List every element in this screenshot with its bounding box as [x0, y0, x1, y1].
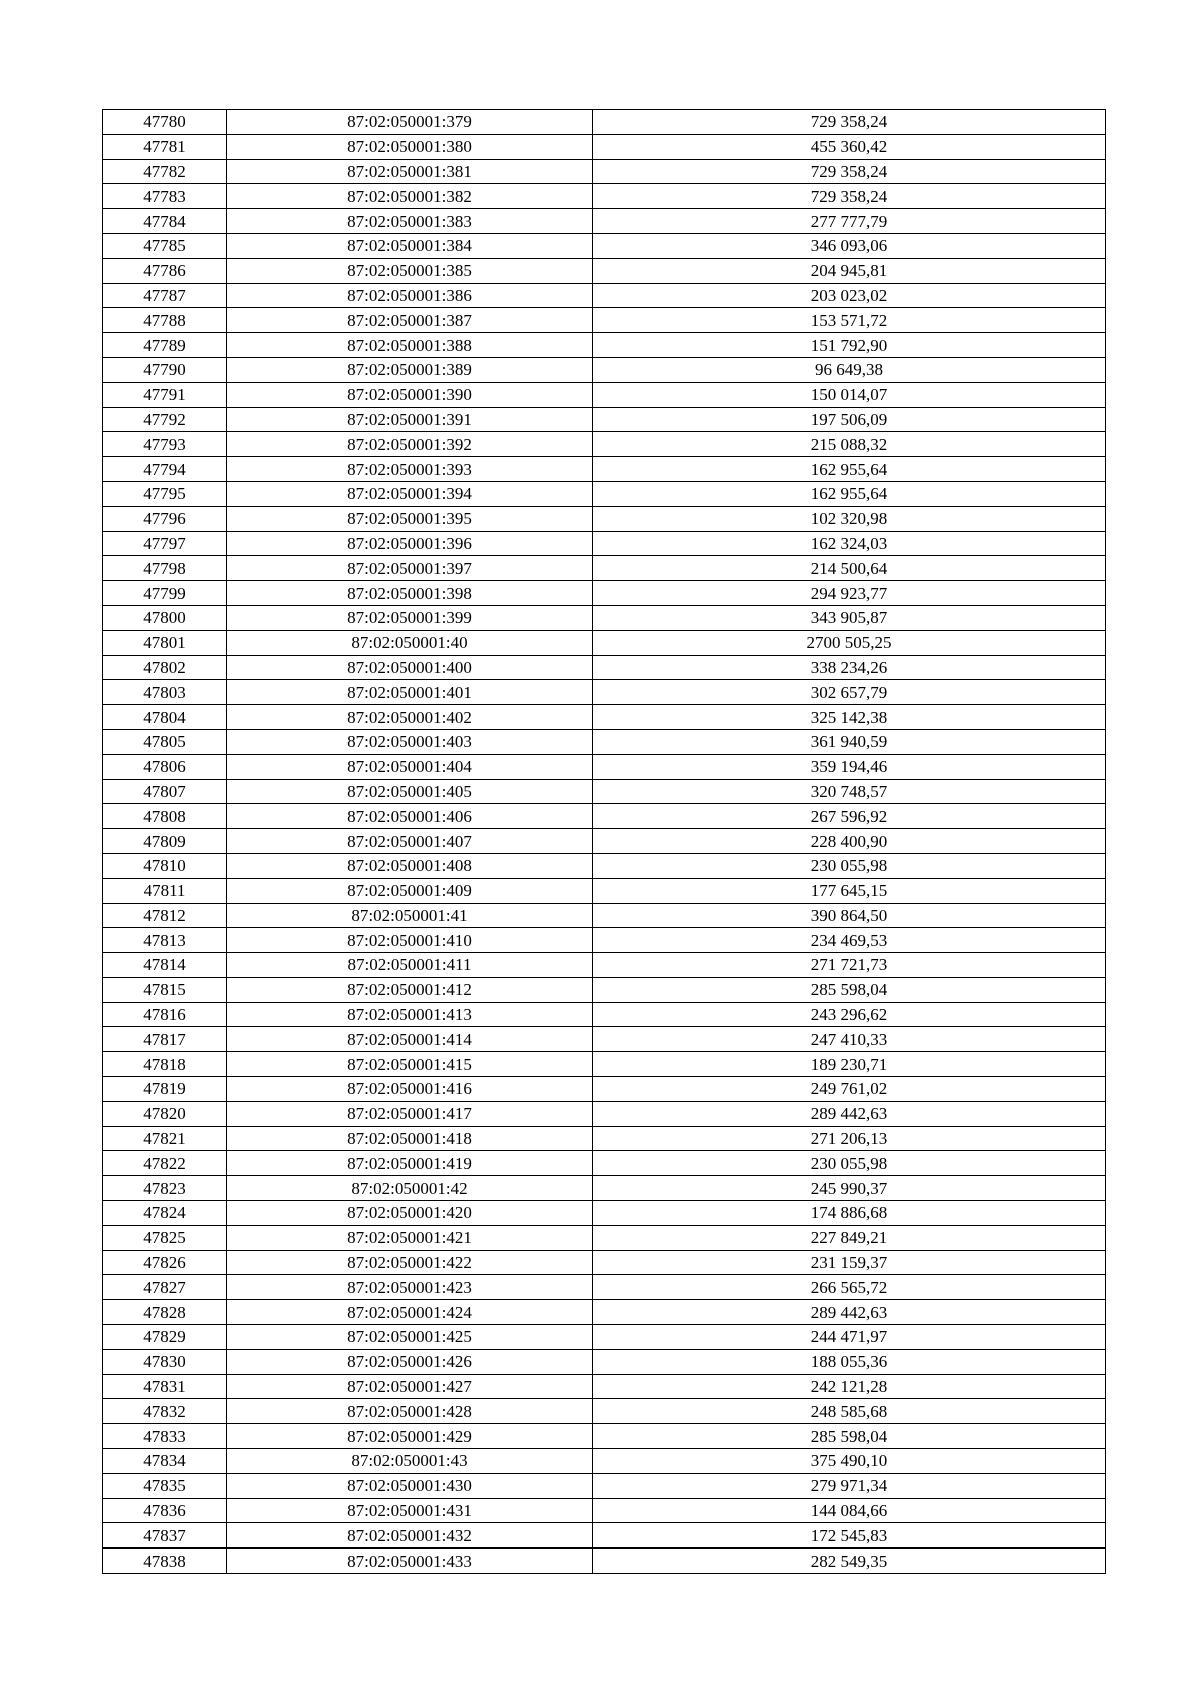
row-number-cell: 47805 — [103, 729, 227, 754]
cadastral-number-cell: 87:02:050001:411 — [227, 953, 593, 978]
row-number-cell: 47817 — [103, 1027, 227, 1052]
cadastral-number-cell: 87:02:050001:386 — [227, 283, 593, 308]
cadastral-number-cell: 87:02:050001:399 — [227, 605, 593, 630]
row-number-cell: 47795 — [103, 481, 227, 506]
table-row — [103, 258, 1106, 283]
row-number-cell: 47810 — [103, 853, 227, 878]
cadastral-value-cell: 230 055,98 — [593, 1151, 1106, 1176]
table-row — [103, 1275, 1106, 1300]
row-number-cell: 47829 — [103, 1325, 227, 1350]
cadastral-value-cell: 249 761,02 — [593, 1077, 1106, 1102]
cadastral-number-cell: 87:02:050001:397 — [227, 556, 593, 581]
cadastral-value-cell: 245 990,37 — [593, 1176, 1106, 1201]
row-number-cell: 47789 — [103, 333, 227, 358]
row-number-cell: 47814 — [103, 953, 227, 978]
table-row — [103, 1374, 1106, 1399]
row-number-cell: 47836 — [103, 1498, 227, 1523]
table-row — [103, 283, 1106, 308]
table-row — [103, 1473, 1106, 1498]
table-row — [103, 1424, 1106, 1449]
cadastral-number-cell: 87:02:050001:391 — [227, 407, 593, 432]
row-number-cell: 47812 — [103, 903, 227, 928]
row-number-cell: 47834 — [103, 1449, 227, 1474]
cadastral-number-cell: 87:02:050001:396 — [227, 531, 593, 556]
cadastral-number-cell: 87:02:050001:403 — [227, 729, 593, 754]
cadastral-number-cell: 87:02:050001:432 — [227, 1523, 593, 1548]
row-number-cell: 47832 — [103, 1399, 227, 1424]
cadastral-value-cell: 177 645,15 — [593, 878, 1106, 903]
row-number-cell: 47808 — [103, 804, 227, 829]
row-number-cell: 47787 — [103, 283, 227, 308]
table-row — [103, 605, 1106, 630]
table-row — [103, 1002, 1106, 1027]
table-row — [103, 531, 1106, 556]
table-row — [103, 630, 1106, 655]
cadastral-value-cell: 325 142,38 — [593, 705, 1106, 730]
row-number-cell: 47794 — [103, 457, 227, 482]
cadastral-value-cell: 359 194,46 — [593, 754, 1106, 779]
row-number-cell: 47813 — [103, 928, 227, 953]
row-number-cell: 47796 — [103, 506, 227, 531]
cadastral-number-cell: 87:02:050001:425 — [227, 1325, 593, 1350]
row-number-cell: 47837 — [103, 1523, 227, 1548]
table-row — [103, 779, 1106, 804]
cadastral-value-cell: 267 596,92 — [593, 804, 1106, 829]
cadastral-value-cell: 242 121,28 — [593, 1374, 1106, 1399]
cadastral-number-cell: 87:02:050001:421 — [227, 1225, 593, 1250]
row-number-cell: 47781 — [103, 134, 227, 159]
table-row — [103, 1349, 1106, 1374]
table-row — [103, 1325, 1106, 1350]
row-number-cell: 47803 — [103, 680, 227, 705]
table-row — [103, 729, 1106, 754]
cadastral-number-cell: 87:02:050001:402 — [227, 705, 593, 730]
cadastral-value-cell: 346 093,06 — [593, 233, 1106, 258]
cadastral-value-cell: 227 849,21 — [593, 1225, 1106, 1250]
table-row — [103, 1250, 1106, 1275]
cadastral-number-cell: 87:02:050001:400 — [227, 655, 593, 680]
cadastral-number-cell: 87:02:050001:430 — [227, 1473, 593, 1498]
cadastral-value-cell: 282 549,35 — [593, 1548, 1106, 1573]
cadastral-number-cell: 87:02:050001:392 — [227, 432, 593, 457]
cadastral-number-cell: 87:02:050001:424 — [227, 1300, 593, 1325]
row-number-cell: 47801 — [103, 630, 227, 655]
table-body — [103, 110, 1106, 1574]
table-row — [103, 829, 1106, 854]
table-row — [103, 928, 1106, 953]
table-row — [103, 1126, 1106, 1151]
cadastral-number-cell: 87:02:050001:385 — [227, 258, 593, 283]
cadastral-value-cell: 144 084,66 — [593, 1498, 1106, 1523]
cadastral-value-cell: 230 055,98 — [593, 853, 1106, 878]
table-row — [103, 209, 1106, 234]
cadastral-number-cell: 87:02:050001:381 — [227, 159, 593, 184]
cadastral-number-cell: 87:02:050001:390 — [227, 382, 593, 407]
table-row — [103, 903, 1106, 928]
cadastral-value-cell: 162 324,03 — [593, 531, 1106, 556]
row-number-cell: 47824 — [103, 1201, 227, 1226]
cadastral-value-cell: 271 206,13 — [593, 1126, 1106, 1151]
cadastral-value-cell: 279 971,34 — [593, 1473, 1106, 1498]
table-row — [103, 1077, 1106, 1102]
table-row — [103, 308, 1106, 333]
cadastral-number-cell: 87:02:050001:406 — [227, 804, 593, 829]
row-number-cell: 47821 — [103, 1126, 227, 1151]
cadastral-value-cell: 188 055,36 — [593, 1349, 1106, 1374]
cadastral-number-cell: 87:02:050001:423 — [227, 1275, 593, 1300]
row-number-cell: 47785 — [103, 233, 227, 258]
table-row — [103, 853, 1106, 878]
table-row — [103, 184, 1106, 209]
table-row — [103, 110, 1106, 135]
cadastral-value-cell: 285 598,04 — [593, 977, 1106, 1002]
cadastral-value-cell: 375 490,10 — [593, 1449, 1106, 1474]
cadastral-value-cell: 214 500,64 — [593, 556, 1106, 581]
row-number-cell: 47804 — [103, 705, 227, 730]
table-row — [103, 705, 1106, 730]
row-number-cell: 47838 — [103, 1548, 227, 1573]
table-row — [103, 680, 1106, 705]
row-number-cell: 47780 — [103, 110, 227, 135]
cadastral-number-cell: 87:02:050001:389 — [227, 357, 593, 382]
row-number-cell: 47820 — [103, 1101, 227, 1126]
row-number-cell: 47783 — [103, 184, 227, 209]
row-number-cell: 47806 — [103, 754, 227, 779]
cadastral-number-cell: 87:02:050001:382 — [227, 184, 593, 209]
cadastral-number-cell: 87:02:050001:414 — [227, 1027, 593, 1052]
cadastral-value-cell: 343 905,87 — [593, 605, 1106, 630]
cadastral-number-cell: 87:02:050001:394 — [227, 481, 593, 506]
cadastral-number-cell: 87:02:050001:395 — [227, 506, 593, 531]
cadastral-number-cell: 87:02:050001:43 — [227, 1449, 593, 1474]
cadastral-number-cell: 87:02:050001:408 — [227, 853, 593, 878]
table-row — [103, 457, 1106, 482]
table-row — [103, 382, 1106, 407]
table-row — [103, 233, 1106, 258]
cadastral-value-cell: 361 940,59 — [593, 729, 1106, 754]
cadastral-number-cell: 87:02:050001:380 — [227, 134, 593, 159]
cadastral-number-cell: 87:02:050001:420 — [227, 1201, 593, 1226]
cadastral-number-cell: 87:02:050001:384 — [227, 233, 593, 258]
cadastral-number-cell: 87:02:050001:40 — [227, 630, 593, 655]
row-number-cell: 47833 — [103, 1424, 227, 1449]
row-number-cell: 47835 — [103, 1473, 227, 1498]
table-row — [103, 1201, 1106, 1226]
row-number-cell: 47798 — [103, 556, 227, 581]
cadastral-number-cell: 87:02:050001:413 — [227, 1002, 593, 1027]
table-row — [103, 159, 1106, 184]
cadastral-number-cell: 87:02:050001:419 — [227, 1151, 593, 1176]
cadastral-number-cell: 87:02:050001:383 — [227, 209, 593, 234]
cadastral-number-cell: 87:02:050001:405 — [227, 779, 593, 804]
row-number-cell: 47784 — [103, 209, 227, 234]
row-number-cell: 47790 — [103, 357, 227, 382]
cadastral-number-cell: 87:02:050001:388 — [227, 333, 593, 358]
row-number-cell: 47828 — [103, 1300, 227, 1325]
cadastral-number-cell: 87:02:050001:398 — [227, 581, 593, 606]
cadastral-value-cell: 289 442,63 — [593, 1300, 1106, 1325]
cadastral-value-cell: 203 023,02 — [593, 283, 1106, 308]
cadastral-value-cell: 96 649,38 — [593, 357, 1106, 382]
row-number-cell: 47826 — [103, 1250, 227, 1275]
cadastral-value-cell: 2700 505,25 — [593, 630, 1106, 655]
cadastral-value-cell: 455 360,42 — [593, 134, 1106, 159]
cadastral-value-cell: 266 565,72 — [593, 1275, 1106, 1300]
table-row — [103, 1300, 1106, 1325]
cadastral-number-cell: 87:02:050001:410 — [227, 928, 593, 953]
cadastral-value-cell: 729 358,24 — [593, 159, 1106, 184]
cadastral-number-cell: 87:02:050001:409 — [227, 878, 593, 903]
cadastral-value-cell: 294 923,77 — [593, 581, 1106, 606]
table-row — [103, 1548, 1106, 1573]
table-row — [103, 357, 1106, 382]
cadastral-number-cell: 87:02:050001:404 — [227, 754, 593, 779]
table-row — [103, 1151, 1106, 1176]
table-row — [103, 134, 1106, 159]
cadastral-value-cell: 729 358,24 — [593, 184, 1106, 209]
row-number-cell: 47800 — [103, 605, 227, 630]
cadastral-value-cell: 150 014,07 — [593, 382, 1106, 407]
cadastral-number-cell: 87:02:050001:401 — [227, 680, 593, 705]
cadastral-number-cell: 87:02:050001:416 — [227, 1077, 593, 1102]
cadastral-value-cell: 162 955,64 — [593, 457, 1106, 482]
cadastral-value-cell: 302 657,79 — [593, 680, 1106, 705]
table-row — [103, 878, 1106, 903]
row-number-cell: 47797 — [103, 531, 227, 556]
table-row — [103, 1449, 1106, 1474]
table-row — [103, 506, 1106, 531]
table-row — [103, 754, 1106, 779]
table-row — [103, 1399, 1106, 1424]
cadastral-number-cell: 87:02:050001:417 — [227, 1101, 593, 1126]
row-number-cell: 47788 — [103, 308, 227, 333]
cadastral-number-cell: 87:02:050001:407 — [227, 829, 593, 854]
table-row — [103, 333, 1106, 358]
table-row — [103, 1101, 1106, 1126]
row-number-cell: 47816 — [103, 1002, 227, 1027]
cadastral-number-cell: 87:02:050001:42 — [227, 1176, 593, 1201]
table-row — [103, 1523, 1106, 1548]
cadastral-number-cell: 87:02:050001:428 — [227, 1399, 593, 1424]
cadastral-value-cell: 231 159,37 — [593, 1250, 1106, 1275]
cadastral-value-cell: 243 296,62 — [593, 1002, 1106, 1027]
cadastral-number-cell: 87:02:050001:415 — [227, 1052, 593, 1077]
cadastral-value-cell: 289 442,63 — [593, 1101, 1106, 1126]
table-row — [103, 581, 1106, 606]
row-number-cell: 47815 — [103, 977, 227, 1002]
row-number-cell: 47799 — [103, 581, 227, 606]
row-number-cell: 47831 — [103, 1374, 227, 1399]
table-row — [103, 481, 1106, 506]
row-number-cell: 47823 — [103, 1176, 227, 1201]
table-row — [103, 1225, 1106, 1250]
cadastral-value-cell: 204 945,81 — [593, 258, 1106, 283]
cadastral-number-cell: 87:02:050001:379 — [227, 110, 593, 135]
table-row — [103, 1498, 1106, 1523]
cadastral-value-cell: 189 230,71 — [593, 1052, 1106, 1077]
cadastral-value-cell: 338 234,26 — [593, 655, 1106, 680]
row-number-cell: 47811 — [103, 878, 227, 903]
row-number-cell: 47825 — [103, 1225, 227, 1250]
cadastral-value-cell: 271 721,73 — [593, 953, 1106, 978]
cadastral-value-cell: 247 410,33 — [593, 1027, 1106, 1052]
row-number-cell: 47786 — [103, 258, 227, 283]
cadastral-number-cell: 87:02:050001:427 — [227, 1374, 593, 1399]
cadastral-number-cell: 87:02:050001:426 — [227, 1349, 593, 1374]
cadastral-value-cell: 244 471,97 — [593, 1325, 1106, 1350]
cadastral-value-cell: 174 886,68 — [593, 1201, 1106, 1226]
cadastral-number-cell: 87:02:050001:422 — [227, 1250, 593, 1275]
row-number-cell: 47819 — [103, 1077, 227, 1102]
cadastral-number-cell: 87:02:050001:412 — [227, 977, 593, 1002]
row-number-cell: 47793 — [103, 432, 227, 457]
row-number-cell: 47791 — [103, 382, 227, 407]
cadastral-number-cell: 87:02:050001:418 — [227, 1126, 593, 1151]
table-row — [103, 977, 1106, 1002]
cadastral-value-cell: 234 469,53 — [593, 928, 1106, 953]
cadastral-value-cell: 172 545,83 — [593, 1523, 1106, 1548]
cadastral-value-cell: 215 088,32 — [593, 432, 1106, 457]
table-row — [103, 1027, 1106, 1052]
cadastral-value-cell: 320 748,57 — [593, 779, 1106, 804]
cadastral-number-cell: 87:02:050001:433 — [227, 1548, 593, 1573]
row-number-cell: 47782 — [103, 159, 227, 184]
cadastral-value-cell: 277 777,79 — [593, 209, 1106, 234]
cadastral-value-cell: 729 358,24 — [593, 110, 1106, 135]
row-number-cell: 47830 — [103, 1349, 227, 1374]
cadastral-value-table — [102, 109, 1106, 1574]
table-row — [103, 655, 1106, 680]
cadastral-number-cell: 87:02:050001:387 — [227, 308, 593, 333]
table-row — [103, 407, 1106, 432]
table-row — [103, 804, 1106, 829]
cadastral-number-cell: 87:02:050001:41 — [227, 903, 593, 928]
cadastral-value-cell: 248 585,68 — [593, 1399, 1106, 1424]
table-row — [103, 556, 1106, 581]
cadastral-value-cell: 153 571,72 — [593, 308, 1106, 333]
table-row — [103, 953, 1106, 978]
cadastral-number-cell: 87:02:050001:429 — [227, 1424, 593, 1449]
cadastral-number-cell: 87:02:050001:431 — [227, 1498, 593, 1523]
row-number-cell: 47822 — [103, 1151, 227, 1176]
row-number-cell: 47792 — [103, 407, 227, 432]
cadastral-value-cell: 228 400,90 — [593, 829, 1106, 854]
row-number-cell: 47809 — [103, 829, 227, 854]
cadastral-value-cell: 151 792,90 — [593, 333, 1106, 358]
cadastral-value-cell: 162 955,64 — [593, 481, 1106, 506]
row-number-cell: 47818 — [103, 1052, 227, 1077]
cadastral-value-cell: 197 506,09 — [593, 407, 1106, 432]
cadastral-number-cell: 87:02:050001:393 — [227, 457, 593, 482]
table-row — [103, 1176, 1106, 1201]
table-row — [103, 432, 1106, 457]
cadastral-value-cell: 285 598,04 — [593, 1424, 1106, 1449]
cadastral-value-cell: 102 320,98 — [593, 506, 1106, 531]
table-row — [103, 1052, 1106, 1077]
row-number-cell: 47827 — [103, 1275, 227, 1300]
cadastral-value-cell: 390 864,50 — [593, 903, 1106, 928]
row-number-cell: 47802 — [103, 655, 227, 680]
row-number-cell: 47807 — [103, 779, 227, 804]
